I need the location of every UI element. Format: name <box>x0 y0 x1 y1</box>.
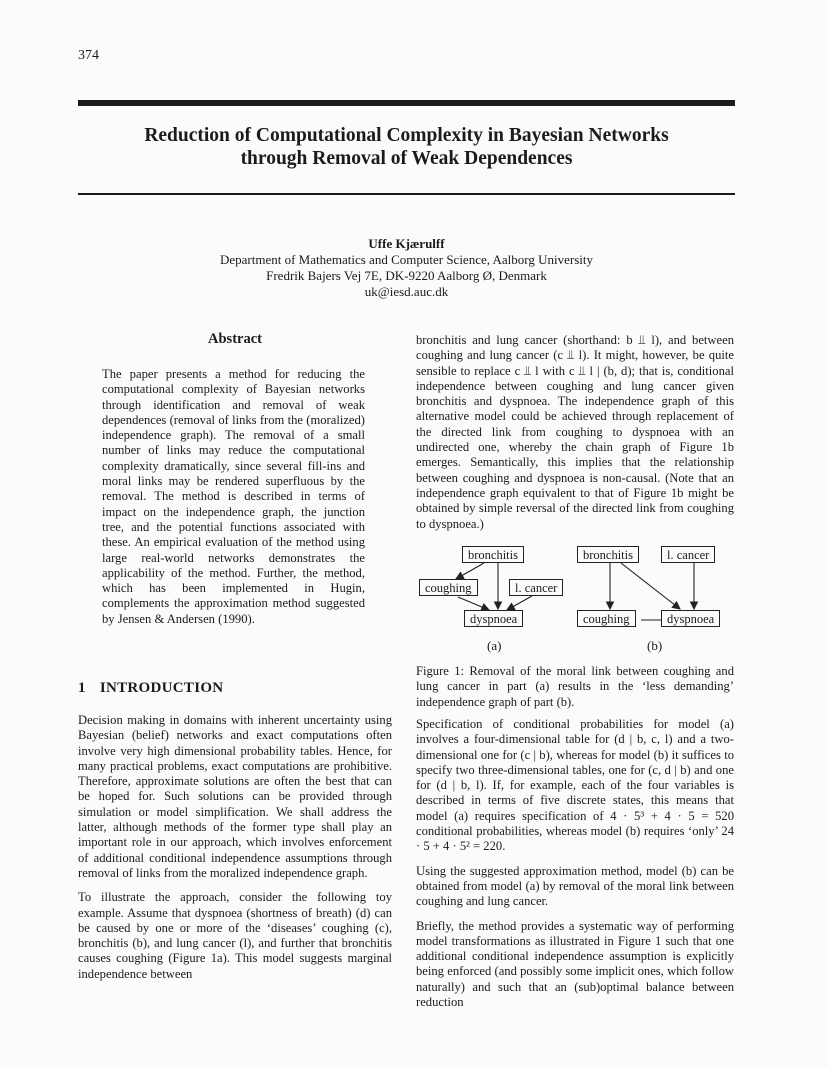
right-column-top <box>416 333 734 541</box>
node-coughing-a: coughing <box>419 579 478 596</box>
right-paragraph-4: Briefly, the method provides a systematic way of performing model transformations as illustrated in Figure 1 such that one additional conditional independence assumption is explicitly being enforced (and possibly some implicit ones, which follow naturally) and such that an (sub)optimal balance between reduction <box>416 918 734 1010</box>
subfigure-label-b: (b) <box>647 638 663 653</box>
page-number: 374 <box>78 48 99 63</box>
right-paragraph-2: Specification of conditional probabilities for model (a) involves a four-dimensional table for (d | b, c, l) and a two-dimensional one for (c | b), whereas for model (b) it suffices to specify two three-dimensional tables, one for (c, d | b) and one for (d | b, l). If, for example, each of the four variables is described in terms of five discrete states, this means that model (a) requires specification of 4 · 5³ + 4 · 5 = 520 conditional probabilities, whereas model (b) requires ‘only’ 24 · 5 + 4 · 5² = 220. <box>416 717 734 854</box>
paper-title <box>78 124 735 170</box>
subfigure-label-a: (a) <box>487 638 502 653</box>
node-bronchitis-b: bronchitis <box>577 546 639 563</box>
arrow-lcancer-dyspnoea-a <box>507 596 532 610</box>
abstract-heading: Abstract <box>208 331 262 347</box>
node-dyspnoea-a: dyspnoea <box>464 610 523 627</box>
section-title: INTRODUCTION <box>99 680 224 696</box>
intro-paragraph-1: Decision making in domains with inherent uncertainty using Bayesian (belief) networks and exact computations often involve very high dimensional probability tables. Hence, for many practical problems, exact computations are prohibitive. Therefore, approximate solutions are often the best that can be hoped for. Such solutions can be provided through simulation or model simplification. We shall address the latter, although methods of the former type shall play an important role in our approach, which involves enforcement of additional conditional independence assumptions through removal of links from the moralized independence graph. <box>78 713 392 880</box>
section-heading <box>78 680 237 697</box>
arrow-bronchitis-coughing-a <box>456 563 484 579</box>
section-number: 1 <box>78 680 86 696</box>
author-address: Fredrik Bajers Vej 7E, DK-9220 Aalborg Ø, Denmark <box>266 268 547 283</box>
title-line-2: through Removal of Weak Dependences <box>240 148 573 169</box>
abstract-text: The paper presents a method for reducing the computational complexity of Bayesian networks through identification and removal of weak dependences (removal of links from the (moralized) independence graph). The removal of a small number of links may reduce the computational complexity dramatically, since several fill-ins and moral links may be rendered superfluous by the removal. The method is described in terms of impact on the independence graph, the junction tree, and the potential functions associated with these. An empirical evaluation of the method using large real-world networks demonstrates the applicability of the method. Further, the method, which has been implemented in Hugin, complements the approximation method suggested by Jensen & Andersen (1990). <box>102 367 365 626</box>
left-column-body <box>78 713 392 991</box>
figure-caption: Figure 1: Removal of the moral link between coughing and lung cancer in part (a) results in the ‘less demanding’ independence graph of part (b). <box>416 664 734 709</box>
node-lcancer-b: l. cancer <box>661 546 715 563</box>
author-email: uk@iesd.auc.dk <box>364 284 449 299</box>
author-affiliation: Department of Mathematics and Computer Science, Aalborg University <box>219 252 594 267</box>
abstract-body <box>102 367 365 636</box>
title-rule <box>78 193 735 195</box>
author-name: Uffe Kjærulff <box>368 236 445 251</box>
right-column-bottom <box>416 717 734 1019</box>
figure-1 <box>416 543 734 661</box>
node-lcancer-a: l. cancer <box>509 579 563 596</box>
arrow-bronchitis-dyspnoea-b <box>621 563 680 609</box>
author-block <box>78 236 735 300</box>
right-paragraph-3: Using the suggested approximation method, model (b) can be obtained from model (a) by removal of the moral link between coughing and lung cancer. <box>416 863 734 909</box>
title-line-1: Reduction of Computational Complexity in Bayesian Networks <box>144 125 669 146</box>
intro-paragraph-2: To illustrate the approach, consider the following toy example. Assume that dyspnoea (shortness of breath) (d) can be caused by one or more of the ‘diseases’ coughing (c), bronchitis (b), and lung cancer (l), and further that bronchitis causes coughing (Figure 1a). This model suggests marginal independence between <box>78 890 392 981</box>
node-bronchitis-a: bronchitis <box>462 546 524 563</box>
node-dyspnoea-b: dyspnoea <box>661 610 720 627</box>
top-rule <box>78 100 735 106</box>
right-paragraph-1: bronchitis and lung cancer (shorthand: b ⫫ l), and between coughing and lung cancer (c ⫫ l). It might, however, be quite sensible to replace c ⫫ l with c ⫫ l | (b, d); that is, conditional independence between coughing and lung cancer given bronchitis and dyspnoea. The independence graph of this alternative model could be achieved through replacement of the directed link from coughing to dyspnoea with an undirected one, whereby the chain graph of Figure 1b emerges. Semantically, this implies that the relationship between coughing and dyspnoea is non-causal. (Note that an independence graph equivalent to that of Figure 1b might be obtained by simple reversal of the directed link from coughing to dyspnoea.) <box>416 333 734 531</box>
node-coughing-b: coughing <box>577 610 636 627</box>
arrow-coughing-dyspnoea-a <box>458 597 489 610</box>
